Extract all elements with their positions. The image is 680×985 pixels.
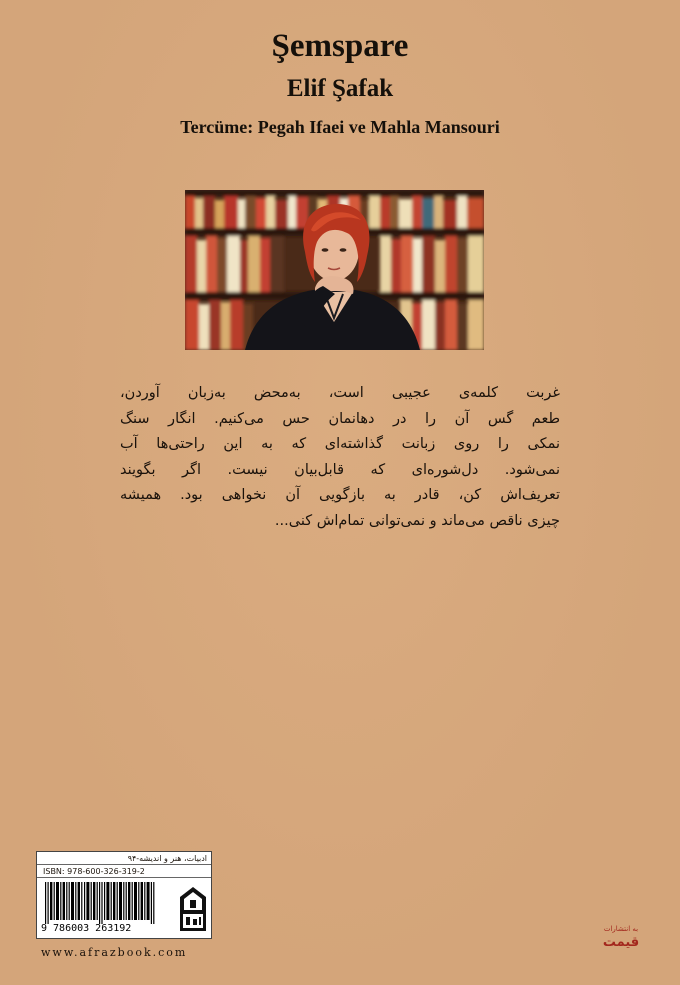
publisher-website: www.afrazbook.com <box>41 946 188 959</box>
barcode-digits: 9 786003 263192 <box>41 923 132 934</box>
stamp-caption: به انتشارات <box>603 925 639 933</box>
series-label: ادبیات، هنر و اندیشه-۹۴ <box>37 852 211 865</box>
stamp-mark: قیمت <box>602 935 640 950</box>
book-title: Şemspare <box>271 28 409 64</box>
back-cover-blurb <box>120 381 560 534</box>
barcode <box>41 882 161 924</box>
blurb-line: غربت کلمه‌ی عجیبی است، به‌محض به‌زبان آوردن، <box>120 385 560 401</box>
isbn-number: ISBN: 978-600-326-319-2 <box>37 866 211 878</box>
translator-credit: Tercüme: Pegah Ifaei ve Mahla Mansouri <box>180 117 500 137</box>
blurb-line: چیزی ناقص می‌ماند و نمی‌توانی تمام‌اش کنی... <box>274 512 560 529</box>
afraz-house-logo-icon <box>179 886 207 932</box>
price-stamp <box>600 925 642 965</box>
blurb-line: نمی‌شود. دل‌شوره‌ای که قابل‌بیان نیست. اگر بگویند <box>120 461 560 478</box>
blurb-line: طعم گس آن را در دهانمان حس می‌کنیم. انگار سنگ <box>120 410 560 427</box>
blurb-line: نمکی را روی زبانت گذاشته‌ای که به این راحتی‌ها آب <box>120 436 560 452</box>
blurb-line: تعریف‌اش کن، قادر به بازگویی آن نخواهی بود. همیشه <box>120 487 560 503</box>
author-photo <box>185 190 484 350</box>
book-author: Elif Şafak <box>286 75 394 102</box>
isbn-barcode-box <box>36 851 212 939</box>
